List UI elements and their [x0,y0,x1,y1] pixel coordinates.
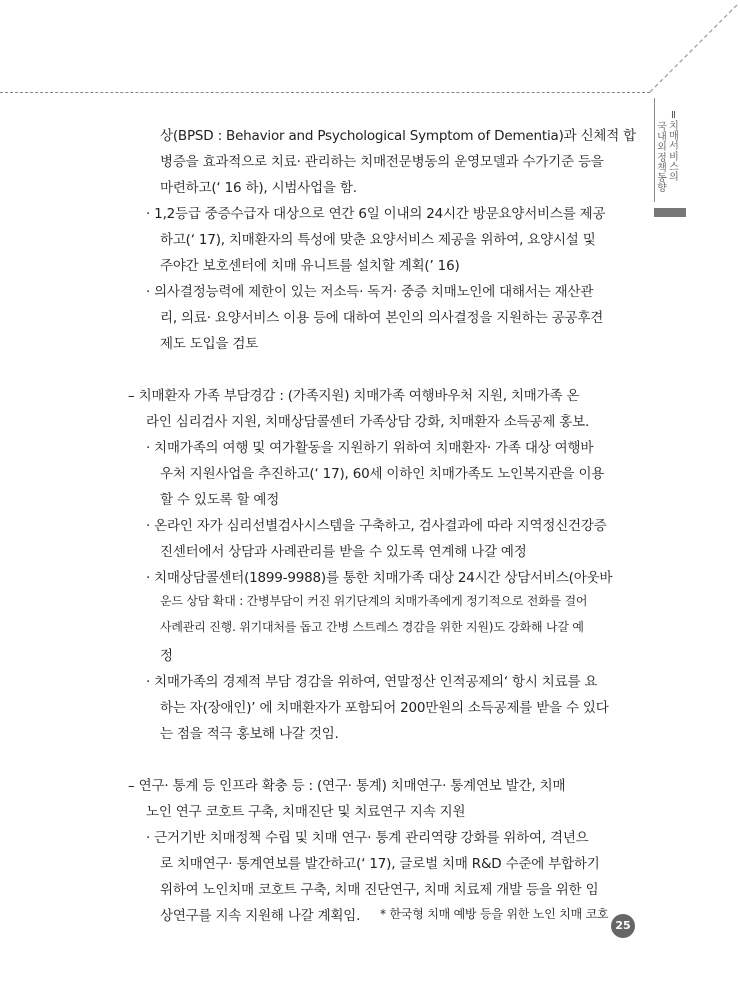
text-line: 마련하고(‘ 16 하), 시범사업을 함. [160,180,357,196]
text-line: 위하여 노인치매 코호트 구축, 치매 진단연구, 치매 치료제 개발 등을 위한 임 [160,882,599,898]
bullet-item: · 의사결정능력에 제한이 있는 저소득· 독거· 중증 치매노인에 대해서는 재산관 [146,284,594,300]
text-line: 사례관리 진행. 위기대처를 돕고 간병 스트레스 경감을 위한 지원)도 강화해 나갈 예 [160,620,584,634]
chapter-roman-numeral: Ⅱ [671,110,676,121]
section-item: – 연구· 통계 등 인프라 확충 등 : (연구· 통계) 치매연구· 통계연보 발간, 치매 [128,778,566,794]
bullet-item: · 치매상담콜센터(1899-9988)를 통한 치매가족 대상 24시간 상담서비스(아웃바 [146,570,613,586]
text-line: 우처 지원사업을 추진하고(‘ 17), 60세 이하인 치매가족도 노인복지관을 이용 [160,466,605,482]
text-line: 제도 도입을 검토 [160,336,259,352]
chapter-side-tab [650,98,686,218]
section-item: – 치매환자 가족 부담경감 : (가족지원) 치매가족 여행바우처 지원, 치매가족 온 [128,388,580,404]
bullet-item: · 치매가족의 여행 및 여가활동을 지원하기 위하여 치매환자· 가족 대상 여행바 [146,440,594,456]
chapter-title-col1: 치매서비스의 [669,121,679,184]
text-line: 상연구를 지속 지원해 나갈 계획임. [160,908,361,924]
text-line: 상(BPSD : Behavior and Psychological Symptom of Dementia)과 신체적 합 [160,128,637,144]
bullet-item: · 치매가족의 경제적 부담 경감을 위하여, 연말정산 인적공제의‘ 항시 치료를 요 [146,674,598,690]
text-line: 진센터에서 상담과 사례관리를 받을 수 있도록 연계해 나갈 예정 [160,544,527,560]
side-tab-rule [654,98,655,202]
text-line: 리, 의료· 요양서비스 이용 등에 대하여 본인의 의사결정을 지원하는 공공후견 [160,310,604,326]
text-line: 하는 자(장애인)’ 에 치매환자가 포함되어 200만원의 소득공제를 받을 수 있다 [160,700,609,716]
bullet-item: · 1,2등급 중증수급자 대상으로 연간 6일 이내의 24시간 방문요양서비스를 제공 [146,206,606,222]
text-line: 할 수 있도록 할 예정 [160,492,280,508]
text-line: 주야간 보호센터에 치매 유니트를 설치할 계획(’ 16) [160,258,460,274]
chapter-title-col2: 국내외정책동향 [657,122,667,195]
text-line: 정 [160,648,173,664]
text-line: 하고(‘ 17), 치매환자의 특성에 맞춘 요양서비스 제공을 위하여, 요양시설 및 [160,232,596,248]
bullet-item: · 온라인 자가 심리선별검사시스템을 구축하고, 검사결과에 따라 지역정신건강증 [146,518,607,534]
corner-diagonal-rule [0,0,740,100]
text-line: 는 점을 적극 홍보해 나갈 것임. [160,726,339,742]
text-line: 운드 상담 확대 : 간병부담이 커진 위기단계의 치매가족에게 정기적으로 전화를 걸어 [160,594,588,608]
page-number-badge: 25 [611,914,635,938]
side-tab-bar [654,208,686,217]
text-line: 노인 연구 코호트 구축, 치매진단 및 치료연구 지속 지원 [146,804,466,820]
footnote-text: * 한국형 치매 예방 등을 위한 노인 치매 코호 [380,907,609,921]
text-line: 라인 심리검사 지원, 치매상담콜센터 가족상담 강화, 치매환자 소득공제 홍보. [146,414,590,430]
text-line: 로 치매연구· 통계연보를 발간하고(‘ 17), 글로벌 치매 R&D 수준에 부합하기 [160,856,600,872]
bullet-item: · 근거기반 치매정책 수립 및 치매 연구· 통계 관리역량 강화를 위하여, 격년으 [146,830,589,846]
text-line: 병증을 효과적으로 치료· 관리하는 치매전문병동의 운영모델과 수가기준 등을 [160,154,604,170]
